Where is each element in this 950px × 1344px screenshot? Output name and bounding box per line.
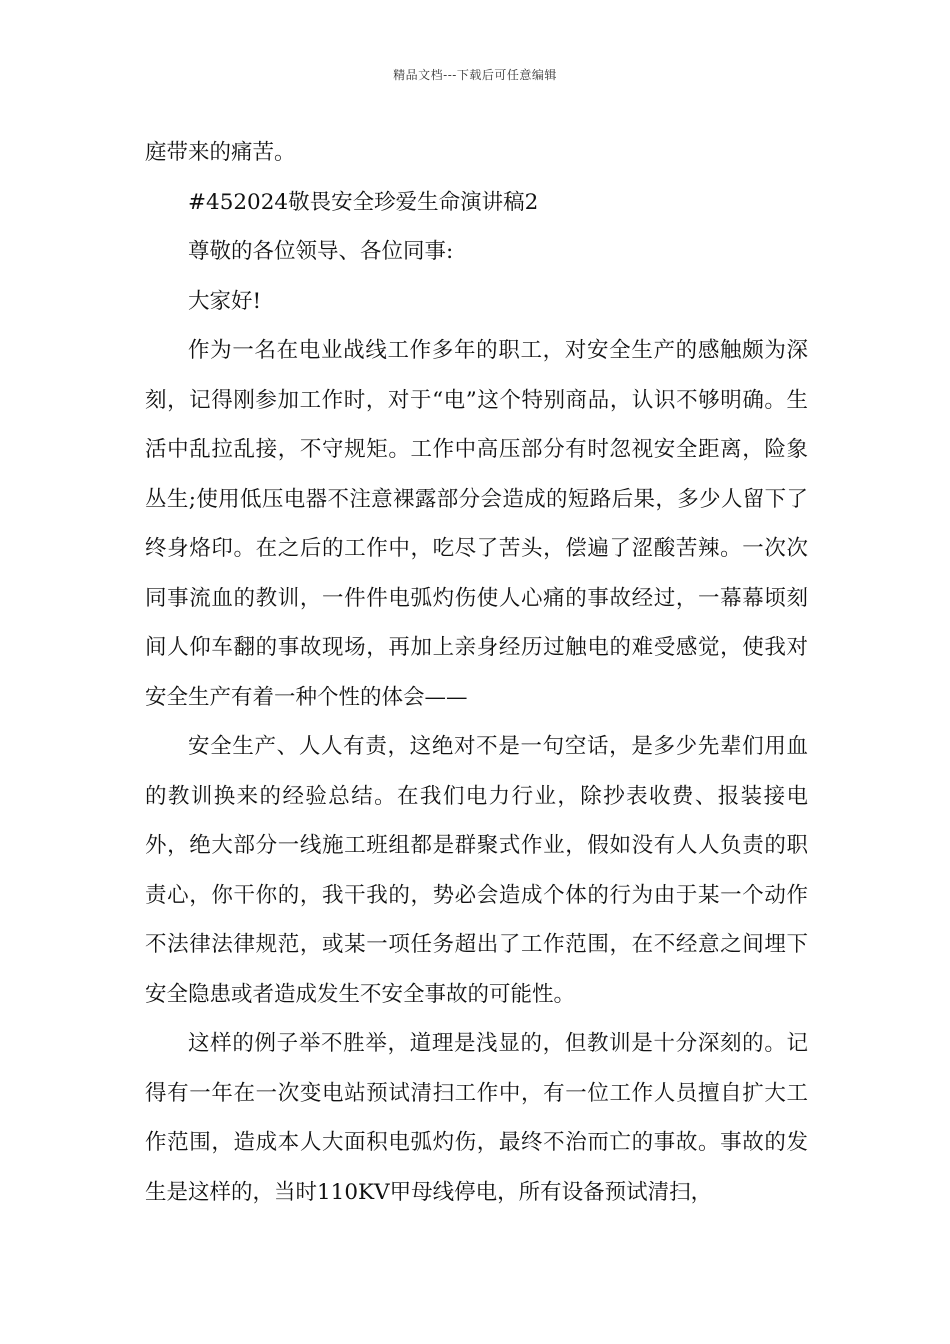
paragraph-5: 作为一名在电业战线工作多年的职工，对安全生产的感触颇为深刻，记得刚参加工作时，对于“电”这个特别商品，认识不够明确。生活中乱拉乱接，不守规矩。工作中高压部分有时忽视安全距离，险象丛生;使用低压电器不注意裸露部分会造成的短路后果，多少人留下了终身烙印。在之后的工作中，吃尽了苦头，偿遍了涩酸苦辣。一次次同事流血的教训，一件件电弧灼伤使人心痛的事故经过，一幕幕顷刻间人仰车翻的事故现场，再加上亲身经历过触电的难受感觉，使我对安全生产有着一种个性的体会—— [145, 338, 808, 710]
paragraph-7: 这样的例子举不胜举，道理是浅显的，但教训是十分深刻的。记得有一年在一次变电站预试清扫工作中，有一位工作人员擅自扩大工作范围，造成本人大面积电弧灼伤，最终不治而亡的事故。事故的发生是这样的，当时110KV甲母线停电，所有设备预试清扫， [145, 1031, 808, 1205]
paragraph-6: 安全生产、人人有责，这绝对不是一句空话，是多少先辈们用血的教训换来的经验总结。在我们电力行业，除抄表收费、报装接电外，绝大部分一线施工班组都是群聚式作业，假如没有人人负责的职责心，你干你的，我干我的，势必会造成个体的行为由于某一个动作不法律法律规范，或某一项任务超出了工作范围，在不经意之间埋下安全隐患或者造成发生不安全事故的可能性。 [145, 734, 808, 1007]
document-body [145, 128, 808, 1217]
greeting: 大家好! [188, 288, 262, 314]
page-header: 精品文档---下载后可任意编辑 [393, 68, 557, 82]
document-title: #452024敬畏安全珍爱生命演讲稿2 [188, 189, 539, 215]
paragraph-1: 庭带来的痛苦。 [145, 140, 296, 165]
salutation: 尊敬的各位领导、各位同事: [188, 239, 454, 264]
